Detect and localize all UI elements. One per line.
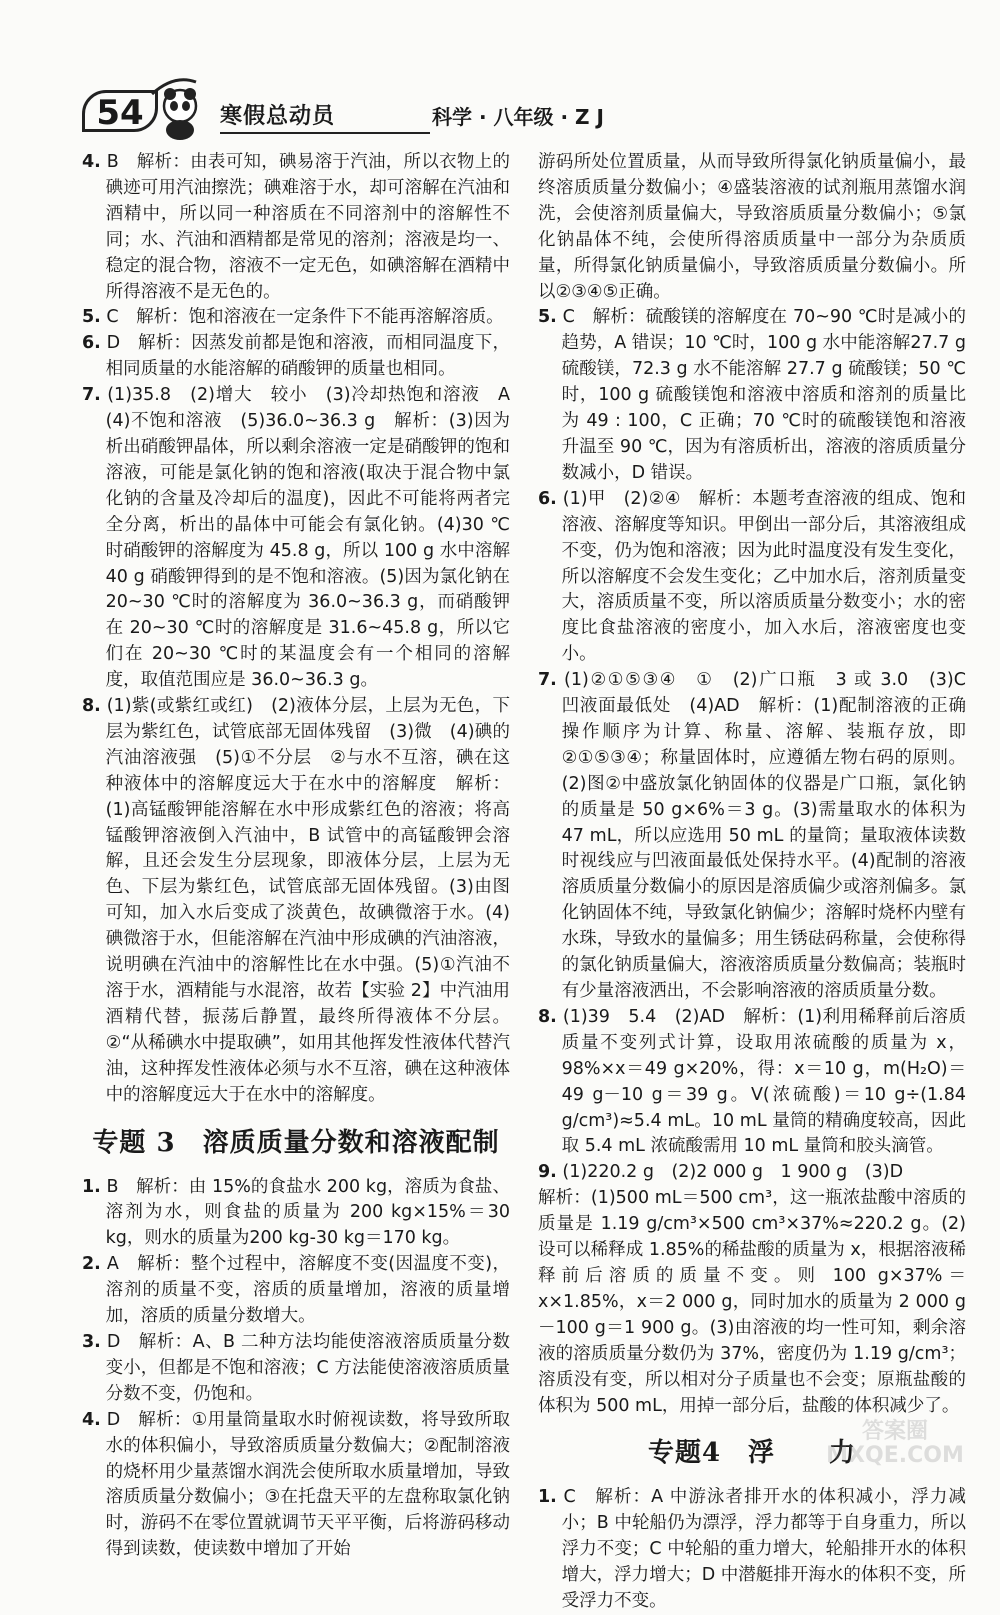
section-3-heading: 专题 3 溶质质量分数和溶液配制 xyxy=(92,1127,500,1158)
series-title: 寒假总动员 xyxy=(220,102,430,134)
left-column xyxy=(82,150,528,1563)
continued-text: 游码所处位置质量，从而导致所得氯化钠质量偏小，最终溶质质量分数偏小；④盛装溶液的试剂瓶用蒸馏水润洗，会使溶剂质量偏大，导致溶质质量分数偏小；⑤氯化钠晶体不纯，会使所得溶质质量中一部分为杂质质量，所得氯化钠质量偏小，导致溶质质量分数偏小。所以②③④⑤正确。 xyxy=(538,152,966,302)
answer-item: 4. B 解析：由表可知，碘易溶于汽油，所以衣物上的碘迹可用汽油擦洗；碘难溶于水，却可溶解在汽油和酒精中，所以同一种溶质在不同溶剂中的溶解性不同；水、汽油和酒精都是常见的溶剂；溶液是均一、稳定的混合物，溶液不一定无色，如碘溶解在酒精中所得溶液不是无色的。 xyxy=(82,152,510,302)
watermark-logo: 答案圈 MXQE.COM xyxy=(826,1419,964,1468)
panda-mascot-icon xyxy=(144,72,214,142)
answer-item: 1. C 解析：A 中游泳者排开水的体积减小，浮力减小；B 中轮船仍为漂浮，浮力都等于自身重力，所以浮力不变；C 中轮船的重力增大，轮船排开水的体积增大，浮力增大；D 中潜艇排开海水的体积不变，所受浮力不变。 xyxy=(538,1487,966,1612)
answer-item: 9. (1)220.2 g (2)2 000 g 1 900 g (3)D xyxy=(538,1162,904,1183)
right-column xyxy=(538,150,984,1615)
answer-item: 6. D 解析：因蒸发前都是饱和溶液，而相同温度下，相同质量的水能溶解的硝酸钾的质量也相同。 xyxy=(82,333,510,380)
answer-item: 7. (1)35.8 (2)增大 较小 (3)冷却热饱和溶液 A (4)不饱和溶液 (5)36.0~36.3 g 解析：(3)因为析出硝酸钾晶体，所以剩余溶液一定是硝酸钾的饱和溶液，可能是氯化钠的饱和溶液(取决于混合物中氯化钠的含量及冷却后的温度)，因此不可能将两者完全分离，析出的晶体中可能会有氯化钠。(4)30 ℃时硝酸钾的溶解度为 45.8 g，所以 100 g 水中溶解 40 g 硝酸钾得到的是不饱和溶液。(5)因为氯化钠在 20~30 ℃时的溶解度为 36.0~36.3 g，而硝酸钾在 20~30 ℃时的溶解度是 31.6~45.8 g，所以它们在 20~30 ℃时的某温度会有一个相同的溶解度，取值范围应是 36.0~36.3 g。 xyxy=(82,385,528,691)
item-9-analysis: 解析：(1)500 mL＝500 cm³，这一瓶浓盐酸中溶质的质量是 1.19 g/cm³×500 cm³×37%≈220.2 g。(2)设可以稀释成 1.85%的稀盐酸的质量为 x，根据溶液稀释前后溶质的质量不变。则 100 g×37%＝x×1.85%，x＝2 000 g，同时加水的质量为 2 000 g－100 g＝1 900 g。(3)由溶液的均一性可知，剩余溶液的溶质质量分数仍为 37%，密度仍为 1.19 g/cm³；溶质没有变，所以相对分子质量也不会变；原瓶盐酸的体积为 500 mL，用掉一部分后，盐酸的体积减少了。 xyxy=(538,1188,966,1416)
answer-item: 1. B 解析：由 15%的食盐水 200 kg，溶质为食盐、溶剂为水，则食盐的质量为 200 kg×15%＝30 kg，则水的质量为200 kg-30 kg＝170 kg。 xyxy=(82,1176,510,1249)
page-header xyxy=(82,72,702,133)
answer-item: 5. C 解析：饱和溶液在一定条件下不能再溶解溶质。 xyxy=(82,307,504,328)
answer-item: 6. (1)甲 (2)②④ 解析：本题考查溶液的组成、饱和溶液、溶解度等知识。甲倒出一部分后，其溶液组成不变，仍为饱和溶液；因为此时温度没有发生变化，所以溶解度不会发生变化；乙中加水后，溶剂质量变大，溶质质量不变，所以溶质质量分数变小；水的密度比食盐溶液的密度小，加入水后，溶液密度也变小。 xyxy=(538,488,966,665)
answer-item: 3. D 解析：A、B 二种方法均能使溶液溶质质量分数变小，但都是不饱和溶液；C 方法能使溶液溶质质量分数不变，仍饱和。 xyxy=(82,1331,510,1404)
answer-item: 4. D 解析：①用量筒量取水时俯视读数，将导致所取水的体积偏小，导致溶质质量分数偏大；②配制溶液的烧杯用少量蒸馏水润洗会使所取水质量增加，导致溶质质量分数偏小；③在托盘天平的左盘称取氯化钠时，游码不在零位置就调节天平平衡，后将游码移动得到读数，使读数中增加了开始 xyxy=(82,1409,510,1560)
answer-item: 8. (1)39 5.4 (2)AD 解析：(1)利用稀释前后溶质质量不变列式计算，设取用浓硫酸的质量为 x，98%×x＝49 g×20%，得：x＝10 g，m(H₂O)＝49 g－10 g＝39 g。V(浓硫酸)＝10 g÷(1.84 g/cm³)≈5.4 mL。10 mL 量筒的精确度较高，因此取 5.4 mL 浓硫酸需用 10 mL 量筒和胶头滴管。 xyxy=(538,1006,966,1157)
answer-item: 7. (1)②①⑤③④ ① (2)广口瓶 3 或 3.0 (3)C 凹液面最低处 (4)AD 解析：(1)配制溶液的正确操作顺序为计算、称量、溶解、装瓶存放，即②①⑤③④；称量固体时，应遵循左物右码的原则。(2)图②中盛放氯化钠固体的仪器是广口瓶，氯化钠的质量是 50 g×6%＝3 g。(3)需量取水的体积为 47 mL，所以应选用 50 mL 的量筒；量取液体读数时视线应与凹液面最低处保持水平。(4)配制的溶液溶质质量分数偏小的原因是溶质偏少或溶剂偏多。氯化钠固体不纯，导致氯化钠偏少；溶解时烧杯内壁有水珠，导致水的量偏多；用生锈砝码称量，会使称得的氯化钠质量偏大，溶液溶质质量分数偏高；装瓶时有少量溶液洒出，不会影响溶液的溶质质量分数。 xyxy=(538,670,984,1001)
answer-item: 5. C 解析：硫酸镁的溶解度在 70~90 ℃时是减小的趋势，A 错误；10 ℃时，100 g 水中能溶解27.7 g硫酸镁，72.3 g 水不能溶解 27.7 g 硫酸镁；50 ℃时，100 g 硫酸镁饱和溶液中溶质和溶剂的质量比为 49 : 100，C 正确；70 ℃时的硫酸镁饱和溶液升温至 90 ℃，因为有溶质析出，溶液的溶质质量分数减小，D 错误。 xyxy=(538,307,966,483)
page-number: 54 xyxy=(82,90,158,132)
answer-item: 8. (1)紫(或紫红或红) (2)液体分层，上层为无色，下层为紫红色，试管底部无固体残留 (3)微 (4)碘的汽油溶液强 (5)①不分层 ②与水不互溶，碘在这种液体中的溶解度远大于在水中的溶解度 解析：(1)高锰酸钾能溶解在水中形成紫红色的溶液；将高锰酸钾溶液倒入汽油中，B 试管中的高锰酸钾会溶解，且还会发生分层现象，即液体分层，上层为无色、下层为紫红色，试管底部无固体残留。(3)由图可知，加入水后变成了淡黄色，故碘微溶于水。(4)碘微溶于水，但能溶解在汽油中形成碘的汽油溶液，说明碘在汽油中的溶解性比在水中强。(5)①汽油不溶于水，酒精能与水混溶，故若【实验 2】中汽油用酒精代替，振荡后静置，最终所得液体不分层。②“从稀碘水中提取碘”，如用其他挥发性液体代替汽油，这种挥发性液体必须与水不互溶，碘在这种液体中的溶解度远大于在水中的溶解度。 xyxy=(82,696,510,1105)
answer-item: 2. A 解析：整个过程中，溶解度不变(因温度不变)，溶剂的质量不变，溶质的质量增加，溶液的质量增加，溶质的质量分数增大。 xyxy=(82,1254,510,1327)
subject-label: 科学 · 八年级 · Z J xyxy=(432,105,604,129)
section-4-heading: 专题4 浮 力 xyxy=(647,1438,857,1469)
